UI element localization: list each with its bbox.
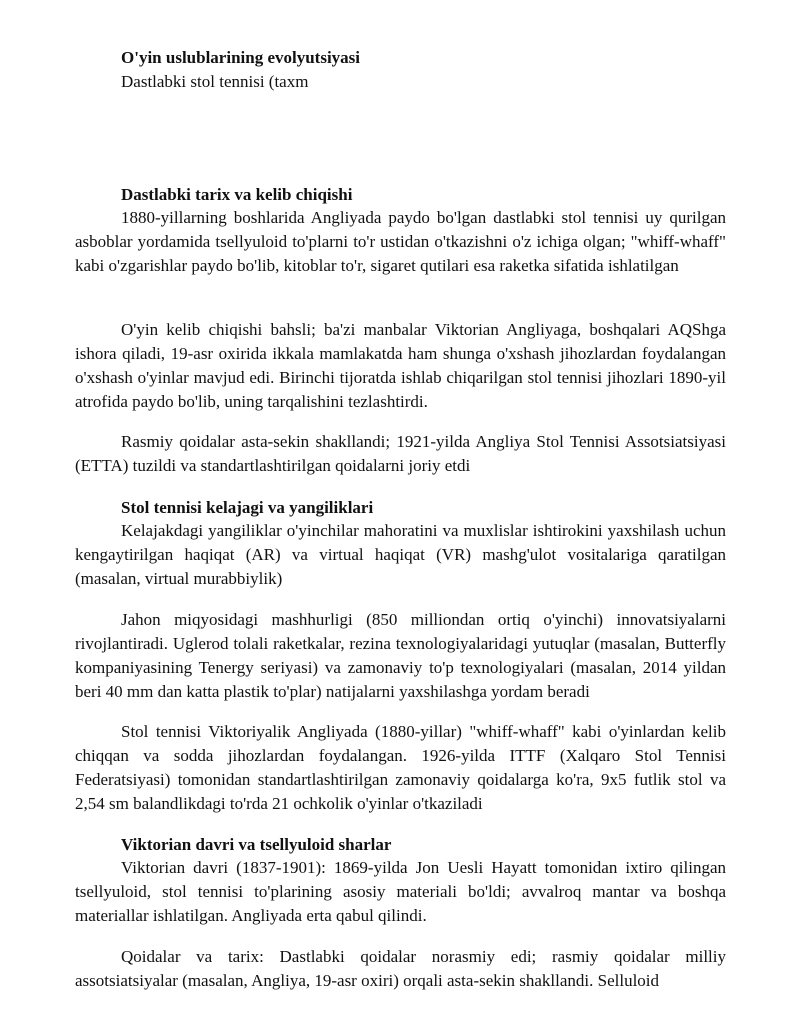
paragraph: Qoidalar va tarix: Dastlabki qoidalar norasmiy edi; rasmiy qoidalar milliy assotsiatsiyalar (masalan, Angliya, 19-asr oxiri) orqali asta-sekin shakllandi. Selluloid xyxy=(75,947,726,990)
paragraph: Rasmiy qoidalar asta-sekin shakllandi; 1921-yilda Angliya Stol Tennisi Assotsiatsiyasi (ETTA) tuzildi va standartlashtirilgan qoidalarni joriy etdi xyxy=(75,432,726,475)
section-heading-victorian-era: Viktorian davri va tsellyuloid sharlar xyxy=(121,835,392,854)
paragraph: Stol tennisi Viktoriyalik Angliyada (1880-yillar) "whiff-whaff" kabi o'yinlardan kelib chiqqan va sodda jihozlardan foydalangan. 1926-yilda ITTF (Xalqaro Stol Tennisi Federatsiyasi) tomonidan standartlashtirilgan zamonaviy qoidalarga ko'ra, 9x5 futlik stol va 2,54 sm balandlikdagi to'rda 21 ochkolik o'yinlar o'tkaziladi xyxy=(75,722,726,813)
paragraph: Jahon miqyosidagi mashhurligi (850 milliondan ortiq o'yinchi) innovatsiyalarni rivojlantiradi. Uglerod tolali raketkalar, rezina texnologiyalaridagi yutuqlar (masalan, Butterfly kompaniyasining Tenergy seriyasi) va zamonaviy to'p texnologiyalari (masalan, 2014 yildan beri 40 mm dan katta plastik to'plar) natijalarni yaxshilashga yordam beradi xyxy=(75,610,726,701)
document-title: O'yin uslublarining evolyutsiyasi xyxy=(121,48,361,67)
section-heading-future-innovations: Stol tennisi kelajagi va yangiliklari xyxy=(121,498,374,517)
paragraph: Viktorian davri (1837-1901): 1869-yilda Jon Uesli Hayatt tomonidan ixtiro qilingan tsellyuloid, stol tennisi to'plarining asosiy materiali bo'ldi; avvalroq mantar va boshqa materiallar ishlatilgan. Angliyada erta qabul qilindi. xyxy=(75,858,726,925)
paragraph: 1880-yillarning boshlarida Angliyada paydo bo'lgan dastlabki stol tennisi uy qurilgan asboblar yordamida tsellyuloid to'plarni to'r ustidan o'tkazishni o'z ichiga olgan; "whiff-whaff" kabi o'zgarishlar paydo bo'lib, kitoblar to'r, sigaret qutilari esa raketka sifatida ishlatilgan xyxy=(75,208,726,275)
paragraph: O'yin kelib chiqishi bahsli; ba'zi manbalar Viktorian Angliyaga, boshqalari AQShga ishora qiladi, 19-asr oxirida ikkala mamlakatda ham shunga o'xshash jihozlardan foydalangan o'xshash o'yinlar mavjud edi. Birinchi tijoratda ishlab chiqarilgan stol tennisi jihozlari 1890-yil atrofida paydo bo'lib, uning tarqalishini tezlashtirdi. xyxy=(75,320,726,411)
document-intro: Dastlabki stol tennisi (taxm xyxy=(121,72,309,91)
section-heading-early-history: Dastlabki tarix va kelib chiqishi xyxy=(121,185,353,204)
paragraph: Kelajakdagi yangiliklar o'yinchilar mahoratini va muxlislar ishtirokini yaxshilash uchun kengaytirilgan haqiqat (AR) va virtual haqiqat (VR) mashg'ulot vositalariga qaratilgan (masalan, virtual murabbiylik) xyxy=(75,521,726,588)
